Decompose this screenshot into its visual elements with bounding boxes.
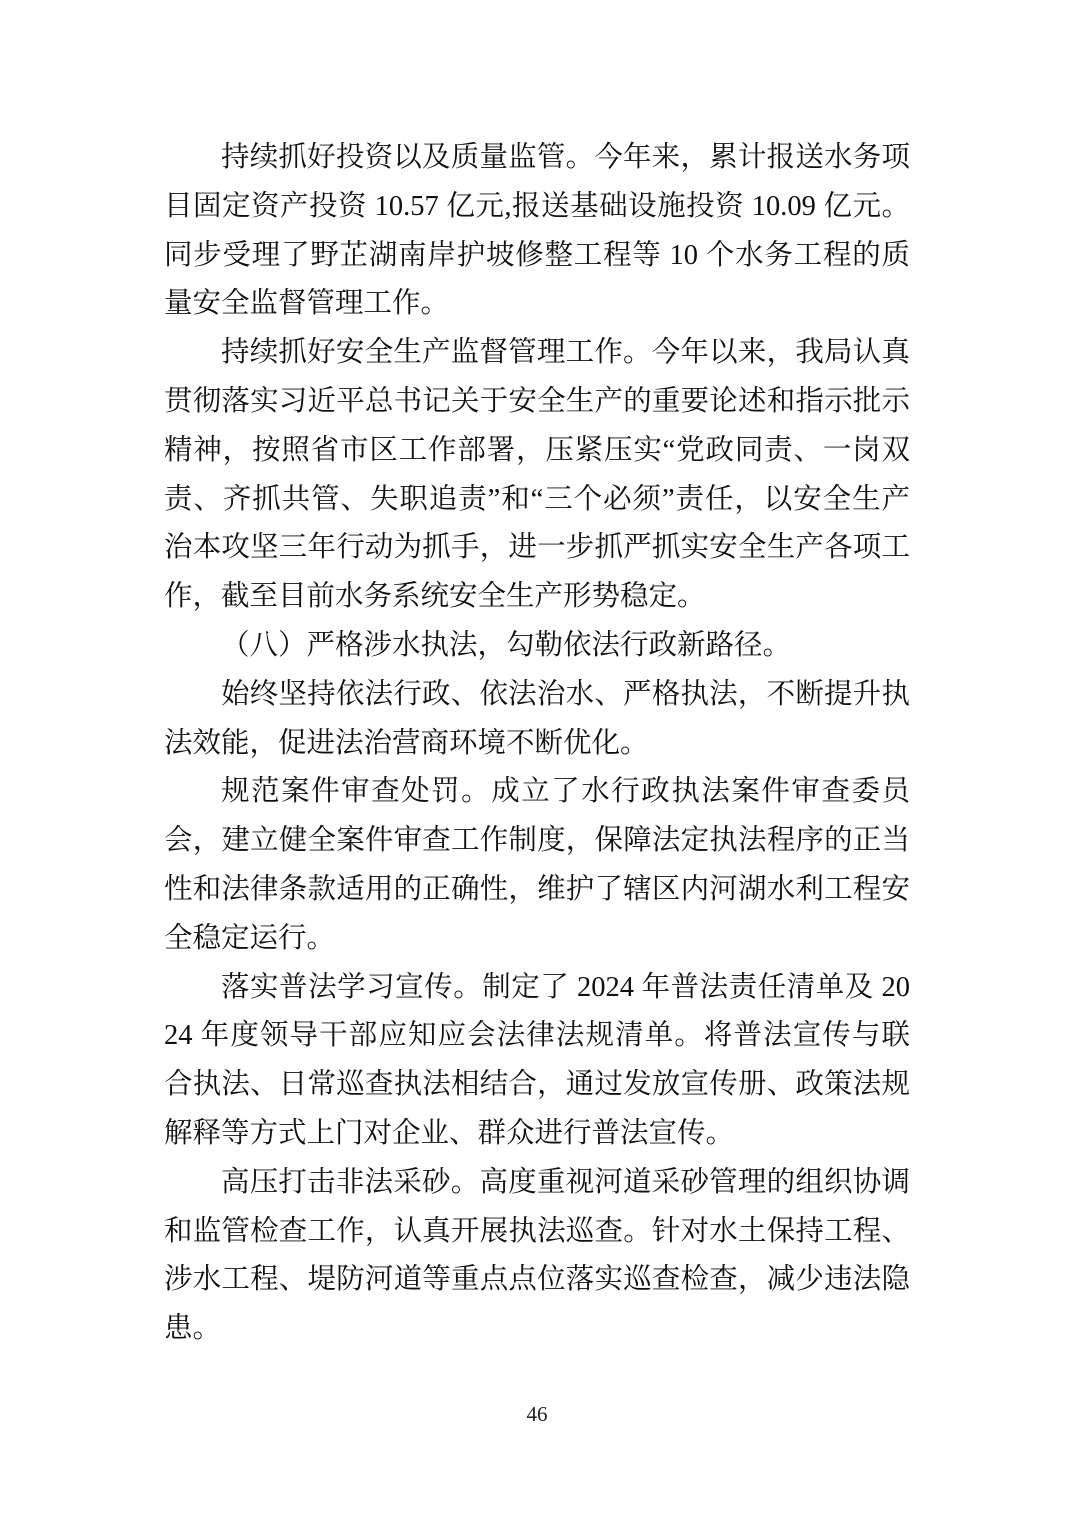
paragraph-investment-quality-supervision: 持续抓好投资以及质量监管。今年来，累计报送水务项目固定资产投资 10.57 亿元,报送基础设施投资 10.09 亿元。同步受理了野芷湖南岸护坡修整工程等 10 个水务工程的质量安全监督管理工作。 <box>164 142 910 320</box>
page-number: 46 <box>526 1402 548 1426</box>
paragraph-safety-production-supervision: 持续抓好安全生产监督管理工作。今年以来，我局认真贯彻落实习近平总书记关于安全生产的重要论述和指示批示精神，按照省市区工作部署，压紧压实“党政同责、一岗双责、齐抓共管、失职追责”和“三个必须”责任，以安全生产治本攻坚三年行动为抓手，进一步抓严抓实安全生产各项工作，截至目前水务系统安全生产形势稳定。 <box>164 337 910 613</box>
section-heading-eight: （八）严格涉水执法，勾勒依法行政新路径。 <box>221 629 792 661</box>
paragraph-law-based-administration: 始终坚持依法行政、依法治水、严格执法，不断提升执法效能，促进法治营商环境不断优化。 <box>164 678 910 759</box>
paragraph-law-publicity: 落实普法学习宣传。制定了 2024 年普法责任清单及 2024 年度领导干部应知应会法律法规清单。将普法宣传与联合执法、日常巡查执法相结合，通过发放宣传册、政策法规解释等方式上门对企业、群众进行普法宣传。 <box>164 971 910 1149</box>
document-body <box>164 134 910 1354</box>
paragraph-illegal-sand-mining: 高压打击非法采砂。高度重视河道采砂管理的组织协调和监管检查工作，认真开展执法巡查。针对水土保持工程、涉水工程、堤防河道等重点点位落实巡查检查，减少违法隐患。 <box>164 1166 910 1345</box>
paragraph-case-review-punishment: 规范案件审查处罚。成立了水行政执法案件审查委员会，建立健全案件审查工作制度，保障法定执法程序的正当性和法律条款适用的正确性，维护了辖区内河湖水利工程安全稳定运行。 <box>164 776 910 954</box>
